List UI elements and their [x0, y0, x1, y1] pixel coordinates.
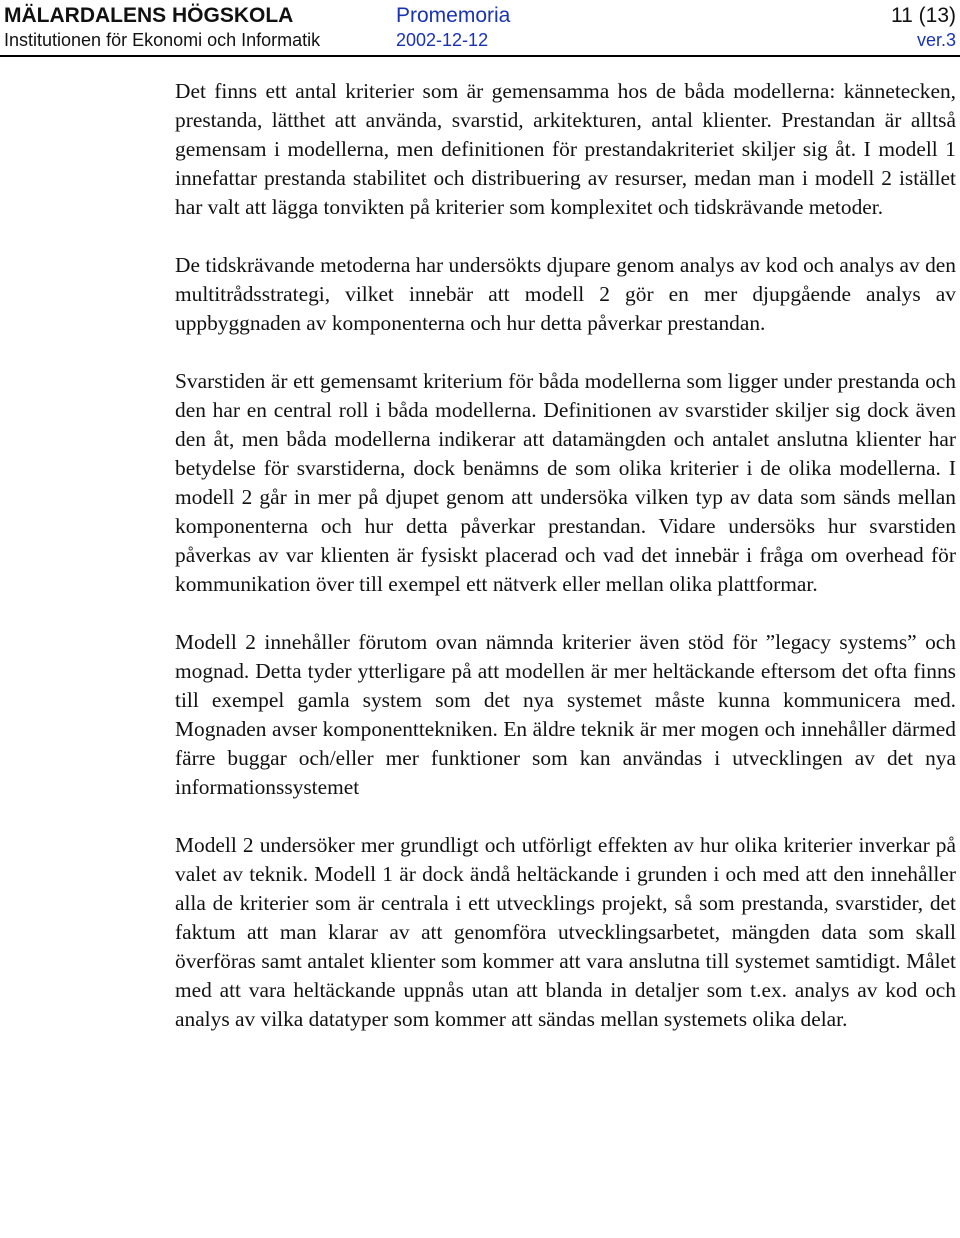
institution-name: MÄLARDALENS HÖGSKOLA [4, 4, 294, 27]
paragraph: Det finns ett antal kriterier som är gemensamma hos de båda modellerna: kännetecken, prestanda, lätthet att använda, svarstid, arkitekturen, antal klienter. Prestandan är alltså gemensam i modellerna, men definitionen för prestandakriteriet skiljer sig åt. I modell 1 innefattar prestanda stabilitet och distribuering av resurser, medan man i modell 2 istället har valt att lägga tonvikten på kriterier som komplexitet och tidskrävande metoder. [175, 79, 956, 219]
document-body [175, 77, 956, 1063]
department-name: Institutionen för Ekonomi och Informatik [4, 30, 321, 50]
paragraph: Modell 2 innehåller förutom ovan nämnda kriterier även stöd för ”legacy systems” och mognad. Detta tyder ytterligare på att modellen är mer heltäckande eftersom det ofta finns till exempel gamla system som det nya systemet måste kunna kommunicera med. Mognaden avser komponenttekniken. En äldre teknik är mer mogen och innehåller därmed färre buggar och/eller mer funktioner som kan användas i utvecklingen av det nya informationssystemet [175, 630, 956, 799]
header-row-bottom [4, 30, 956, 52]
document-date: 2002-12-12 [396, 30, 489, 50]
paragraph: Modell 2 undersöker mer grundligt och utförligt effekten av hur olika kriterier inverkar på valet av teknik. Modell 1 är dock ändå heltäckande i grunden i och med att den innehåller alla de kriterier som är centrala i ett utvecklings projekt, så som prestanda, svarstider, det faktum att man klarar av att genomföra utvecklingsarbetet, mängden data som skall överföras samt antalet klienter som kommer att vara anslutna till systemet samtidigt. Målet med att vara heltäckande uppnås utan att blanda in detaljer som t.ex. analys av kod och analys av vilka datatyper som kommer att sändas mellan systemets olika delar. [175, 833, 956, 1031]
document-type: Promemoria [396, 4, 511, 27]
header-row-top [4, 4, 956, 30]
document-version: ver.3 [916, 30, 956, 50]
paragraph: Svarstiden är ett gemensamt kriterium för båda modellerna som ligger under prestanda och den har en central roll i båda modellerna. Definitionen av svarstider skiljer sig dock även den åt, men båda modellerna indikerar att datamängden och antalet anslutna klienter har betydelse för svarstiderna, dock benämns de som olika kriterier i de olika modellerna. I modell 2 går in mer på djupet genom att undersöka vilken typ av data som sänds mellan komponenterna och hur detta påverkar prestandan. Vidare undersöks hur svarstiden påverkas av var klienten är fysiskt placerad och vad det innebär i fråga om overhead för kommunikation över till exempel ett nätverk eller mellan olika plattformar. [175, 369, 956, 596]
paragraph: De tidskrävande metoderna har undersökts djupare genom analys av kod och analys av den multitrådsstrategi, vilket innebär att modell 2 gör en mer djupgående analys av uppbyggnaden av komponenterna och hur detta påverkar prestandan. [175, 253, 956, 335]
page-number: 11 (13) [891, 4, 956, 27]
page-header [0, 0, 960, 60]
header-divider [0, 55, 960, 57]
